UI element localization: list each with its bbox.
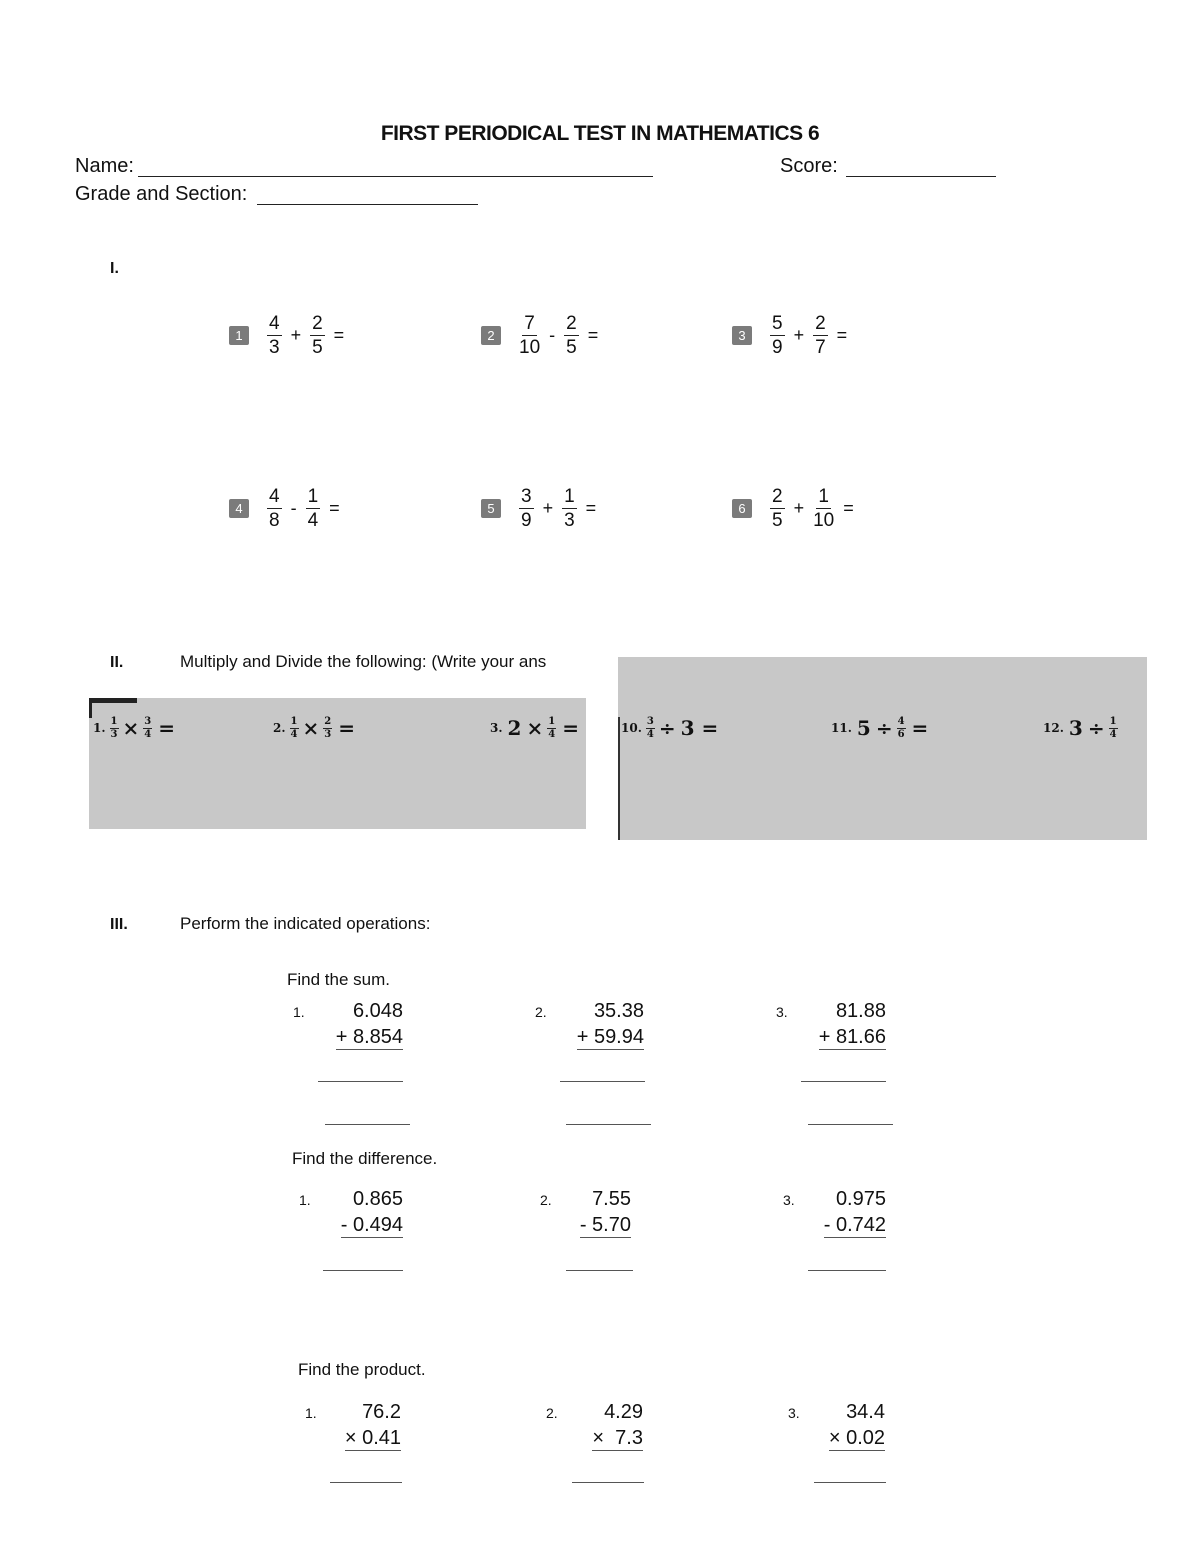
- problem-number: 3.: [776, 1004, 788, 1020]
- equals-sign: =: [158, 716, 175, 740]
- problem-number-badge: 6: [732, 499, 752, 518]
- denominator: 9: [772, 337, 783, 358]
- scan-edge-mark: [89, 698, 137, 703]
- fraction: [267, 314, 282, 357]
- fraction: [813, 314, 828, 357]
- equals-sign: =: [843, 498, 854, 518]
- numerator: 7: [524, 313, 535, 334]
- answer-blank-line[interactable]: [808, 1270, 886, 1271]
- fraction-problem: [481, 314, 601, 357]
- problem-number: 3.: [783, 1192, 795, 1208]
- problem-number: 1.: [93, 721, 106, 735]
- problem-number: 11.: [831, 721, 852, 735]
- problem-number: 2.: [273, 721, 286, 735]
- fraction: [110, 717, 119, 740]
- grade-section-label: Grade and Section:: [75, 183, 248, 205]
- top-operand: 34.4: [846, 1401, 885, 1423]
- fraction: [813, 487, 834, 530]
- scan-edge-mark: [618, 717, 620, 840]
- numerator: 1: [564, 486, 575, 507]
- problem-number-badge: 1: [229, 326, 249, 345]
- problem-number-badge: 5: [481, 499, 501, 518]
- problem-number: 2.: [546, 1405, 558, 1421]
- numerator: 2: [566, 313, 577, 334]
- name-field: [75, 155, 134, 178]
- fraction: [310, 314, 325, 357]
- top-operand: 0.865: [352, 1188, 403, 1210]
- section-3-number: III.: [110, 916, 128, 933]
- operation-problem: [273, 716, 355, 740]
- equals-sign: =: [911, 716, 929, 740]
- top-operand: 35.38: [593, 1000, 644, 1022]
- operation-problem: [831, 716, 928, 740]
- grade-section-blank-line: [257, 204, 478, 205]
- operation-problem: [1043, 716, 1124, 740]
- problem-number: 1.: [299, 1192, 311, 1208]
- score-field: [780, 155, 838, 178]
- problem-number: 1.: [305, 1405, 317, 1421]
- bottom-operand: - 0.494: [340, 1214, 403, 1236]
- problem-number: 10.: [621, 721, 642, 735]
- denominator: 4: [144, 728, 152, 740]
- fraction-problem: [229, 487, 343, 530]
- denominator: 4: [646, 728, 654, 740]
- scan-edge-mark: [89, 698, 92, 718]
- fraction: [1109, 717, 1118, 740]
- numerator: 2: [312, 313, 323, 334]
- bottom-operand: - 5.70: [579, 1214, 631, 1236]
- denominator: 5: [566, 337, 577, 358]
- operator: +: [793, 325, 805, 345]
- numerator: 1: [548, 715, 556, 727]
- answer-blank-line[interactable]: [801, 1081, 886, 1082]
- equals-sign: =: [587, 325, 599, 345]
- section-1-number: I.: [110, 260, 119, 277]
- fraction: [519, 487, 534, 530]
- operator: +: [542, 498, 554, 518]
- top-operand: 7.55: [592, 1188, 631, 1210]
- fraction: [306, 487, 321, 530]
- problem-number-badge: 4: [229, 499, 249, 518]
- equals-sign: =: [329, 498, 340, 518]
- numerator: 1: [307, 486, 319, 507]
- top-operand: 81.88: [835, 1000, 886, 1022]
- fraction: [897, 717, 906, 740]
- bottom-operand: × 0.41: [344, 1427, 401, 1449]
- top-operand: 0.975: [835, 1188, 886, 1210]
- denominator: 4: [290, 728, 298, 740]
- denominator: 6: [897, 728, 905, 740]
- equals-sign: =: [338, 716, 355, 740]
- numerator: 4: [269, 486, 280, 507]
- equals-sign: =: [701, 716, 719, 740]
- operator: +: [290, 325, 302, 345]
- equals-sign: =: [562, 716, 579, 740]
- bottom-operand: + 81.66: [818, 1026, 886, 1048]
- answer-blank-line[interactable]: [566, 1270, 633, 1271]
- fraction: [519, 314, 540, 357]
- fraction: [770, 487, 785, 530]
- score-blank-line: [846, 176, 996, 177]
- denominator: 4: [1109, 728, 1117, 740]
- section-2-instruction: Multiply and Divide the following: (Write your ans: [180, 652, 547, 671]
- operation-problem: [490, 716, 579, 740]
- score-label: Score:: [780, 155, 838, 177]
- page-title: FIRST PERIODICAL TEST IN MATHEMATICS 6: [380, 122, 820, 145]
- bottom-operand: × 7.3: [592, 1427, 643, 1449]
- numerator: 2: [815, 313, 826, 334]
- numerator: 4: [269, 313, 280, 334]
- find-product-label: Find the product.: [298, 1360, 426, 1379]
- operator: +: [793, 498, 805, 518]
- numerator: 2: [324, 715, 332, 727]
- answer-blank-line[interactable]: [560, 1081, 645, 1082]
- answer-blank-line[interactable]: [323, 1270, 403, 1271]
- bottom-operand: + 8.854: [335, 1026, 403, 1048]
- denominator: 10: [813, 510, 835, 531]
- problem-number: 2.: [540, 1192, 552, 1208]
- fraction-problem: [481, 487, 599, 530]
- operation-problem: [621, 716, 718, 740]
- numerator: 1: [110, 715, 118, 727]
- fraction-problem: [732, 314, 850, 357]
- operator: ×: [302, 716, 320, 740]
- numerator: 3: [144, 715, 152, 727]
- fraction: [267, 487, 282, 530]
- bottom-operand: + 59.94: [576, 1026, 644, 1048]
- numerator: 5: [772, 313, 783, 334]
- denominator: 9: [521, 510, 532, 531]
- problem-number-badge: 2: [481, 326, 501, 345]
- whole-number: 3: [1068, 716, 1083, 740]
- denominator: 4: [307, 510, 319, 531]
- denominator: 3: [110, 728, 118, 740]
- answer-blank-line[interactable]: [566, 1124, 651, 1125]
- denominator: 7: [815, 337, 826, 358]
- equals-sign: =: [585, 498, 597, 518]
- fraction: [143, 717, 152, 740]
- bottom-operand: × 0.02: [828, 1427, 885, 1449]
- denominator: 8: [269, 510, 280, 531]
- problem-number: 3.: [788, 1405, 800, 1421]
- operator: -: [549, 325, 556, 345]
- top-operand: 76.2: [362, 1401, 401, 1423]
- answer-blank-line[interactable]: [808, 1124, 893, 1125]
- numerator: 1: [818, 486, 829, 507]
- fraction: [646, 717, 655, 740]
- section-3-instruction: Perform the indicated operations:: [180, 914, 431, 933]
- denominator: 3: [564, 510, 575, 531]
- problem-number: 3.: [490, 721, 503, 735]
- name-blank-line: [138, 176, 653, 177]
- fraction: [290, 717, 299, 740]
- numerator: 3: [646, 715, 654, 727]
- find-difference-label: Find the difference.: [292, 1149, 438, 1168]
- answer-blank-line[interactable]: [318, 1081, 403, 1082]
- operator: ÷: [1087, 716, 1105, 740]
- problem-number-badge: 3: [732, 326, 752, 345]
- divide-problems-image: [618, 657, 1147, 840]
- problem-number: 1.: [293, 1004, 305, 1020]
- answer-blank-line[interactable]: [814, 1482, 886, 1483]
- name-label: Name:: [75, 155, 134, 177]
- denominator: 4: [548, 728, 556, 740]
- equals-sign: =: [333, 325, 345, 345]
- problem-number: 2.: [535, 1004, 547, 1020]
- section-2-number: II.: [110, 654, 124, 671]
- answer-blank-line[interactable]: [330, 1482, 402, 1483]
- denominator: 5: [312, 337, 323, 358]
- fraction-problem: [732, 487, 857, 530]
- fraction-problem: [229, 314, 347, 357]
- numerator: 3: [521, 486, 532, 507]
- fraction: [323, 717, 332, 740]
- answer-blank-line[interactable]: [572, 1482, 644, 1483]
- numerator: 2: [772, 486, 783, 507]
- operator: ÷: [658, 716, 676, 740]
- operator: ÷: [875, 716, 893, 740]
- operator: -: [290, 498, 297, 518]
- whole-number: 3: [680, 716, 695, 740]
- answer-blank-line[interactable]: [325, 1124, 410, 1125]
- operation-problem: [93, 716, 175, 740]
- numerator: 1: [290, 715, 298, 727]
- operator: ×: [526, 716, 544, 740]
- denominator: 3: [269, 337, 280, 358]
- denominator: 3: [324, 728, 332, 740]
- equals-sign: =: [836, 325, 848, 345]
- operator: ×: [122, 716, 140, 740]
- numerator: 4: [897, 715, 905, 727]
- fraction: [547, 717, 556, 740]
- numerator: 1: [1109, 715, 1117, 727]
- top-operand: 4.29: [604, 1401, 643, 1423]
- top-operand: 6.048: [352, 1000, 403, 1022]
- fraction: [562, 487, 577, 530]
- denominator: 10: [519, 337, 541, 358]
- fraction: [564, 314, 579, 357]
- fraction: [770, 314, 785, 357]
- find-sum-label: Find the sum.: [287, 970, 390, 989]
- whole-number: 5: [856, 716, 871, 740]
- grade-section-field: [75, 183, 247, 206]
- bottom-operand: - 0.742: [823, 1214, 886, 1236]
- problem-number: 12.: [1043, 721, 1064, 735]
- whole-number: 2: [507, 716, 522, 740]
- denominator: 5: [772, 510, 783, 531]
